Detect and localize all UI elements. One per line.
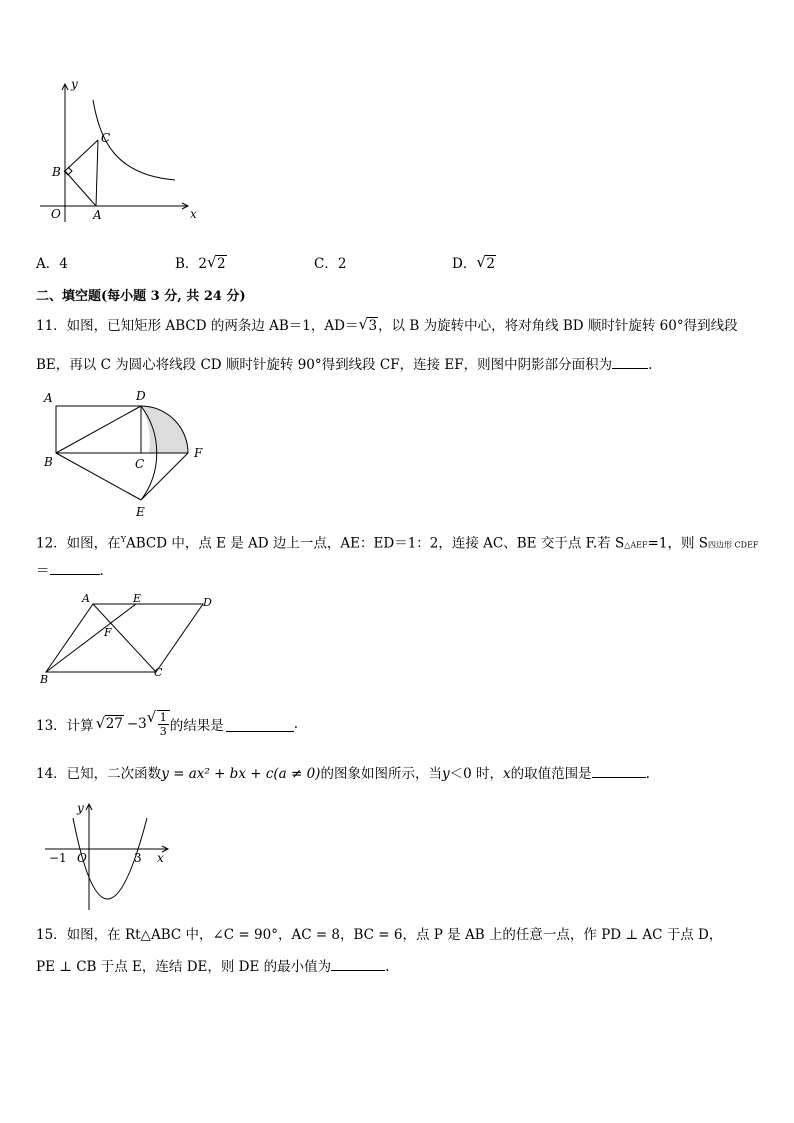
fig12-D: D <box>203 596 212 609</box>
answer-blank <box>226 717 294 732</box>
q12-line2: ＝ . <box>36 560 104 581</box>
fig10-B: B <box>52 165 61 179</box>
q14-figure <box>40 800 180 916</box>
q10-figure <box>30 70 205 230</box>
fig14-O: O <box>77 851 87 865</box>
fig10-C: C <box>101 131 111 145</box>
fig14-y: y <box>77 801 84 815</box>
q12-line1: 12．如图，在$^Y$ABCD 中，点 E 是 AD 边上一点，AE：ED＝1：2，连接 AC、BE 交于点 F.若 S△AEF=1，则 S四边形 CDEF <box>36 535 759 552</box>
q15-line1: 15．如图，在 Rt△ABC 中，∠C = 90°，AC = 8，BC = 6，点 P 是 AB 上的任意一点，作 PD ⊥ AC 于点 D， <box>36 927 723 943</box>
option-b: B．2√ 2 <box>175 254 227 274</box>
q14-line: 14．已知，二次函数y = ax² + bx + c(a ≠ 0)的图象如图所示，当y＜0 时，x的取值范围是 . <box>36 763 650 784</box>
answer-blank <box>50 560 100 575</box>
answer-blank <box>592 763 646 778</box>
q11-line2: BE，再以 C 为圆心将线段 CD 顺时针旋转 90°得到线段 CF，连接 EF，则图中阴影部分面积为 . <box>36 354 652 375</box>
q15-line2: PE ⊥ CB 于点 E，连结 DE，则 DE 的最小值为 . <box>36 956 389 977</box>
fig14-three: 3 <box>134 851 142 865</box>
q11-line1: 11．如图，已知矩形 ABCD 的两条边 AB＝1，AD＝√ 3，以 B 为旋转中心，将对角线 BD 顺时针旋转 60°得到线段 <box>36 316 738 336</box>
q11-figure <box>38 386 218 520</box>
section-heading: 二、填空题(每小题 3 分, 共 24 分) <box>36 289 246 304</box>
fig10-A: A <box>93 208 102 222</box>
fig11-E: E <box>136 505 145 519</box>
fig11-D: D <box>136 389 146 403</box>
shaded-region <box>141 406 188 453</box>
fig11-F: F <box>194 446 203 460</box>
fig11-B: B <box>44 455 53 469</box>
option-a: A．4 <box>36 256 68 272</box>
q13-line: 13．计算 √ 27 −3 √ $\frac{1}{3}$ 的结果是 . <box>36 704 298 744</box>
answer-blank <box>612 354 648 369</box>
fig12-B: B <box>40 673 49 686</box>
answer-blank <box>331 956 385 971</box>
fig12-E: E <box>133 592 142 605</box>
fig12-A: A <box>82 592 90 605</box>
q12-figure <box>36 590 226 688</box>
fig11-C: C <box>135 457 145 471</box>
option-c: C．2 <box>314 256 347 272</box>
fig12-C: C <box>154 666 163 679</box>
fig11-A: A <box>44 391 53 405</box>
fig10-x: x <box>190 207 197 221</box>
fig12-F: F <box>104 626 112 639</box>
fig10-y: y <box>71 77 78 91</box>
fig14-x: x <box>157 851 164 865</box>
fig14-neg1: −1 <box>49 851 67 865</box>
fig10-O: O <box>51 207 61 221</box>
option-d: D．√ 2 <box>452 254 496 274</box>
